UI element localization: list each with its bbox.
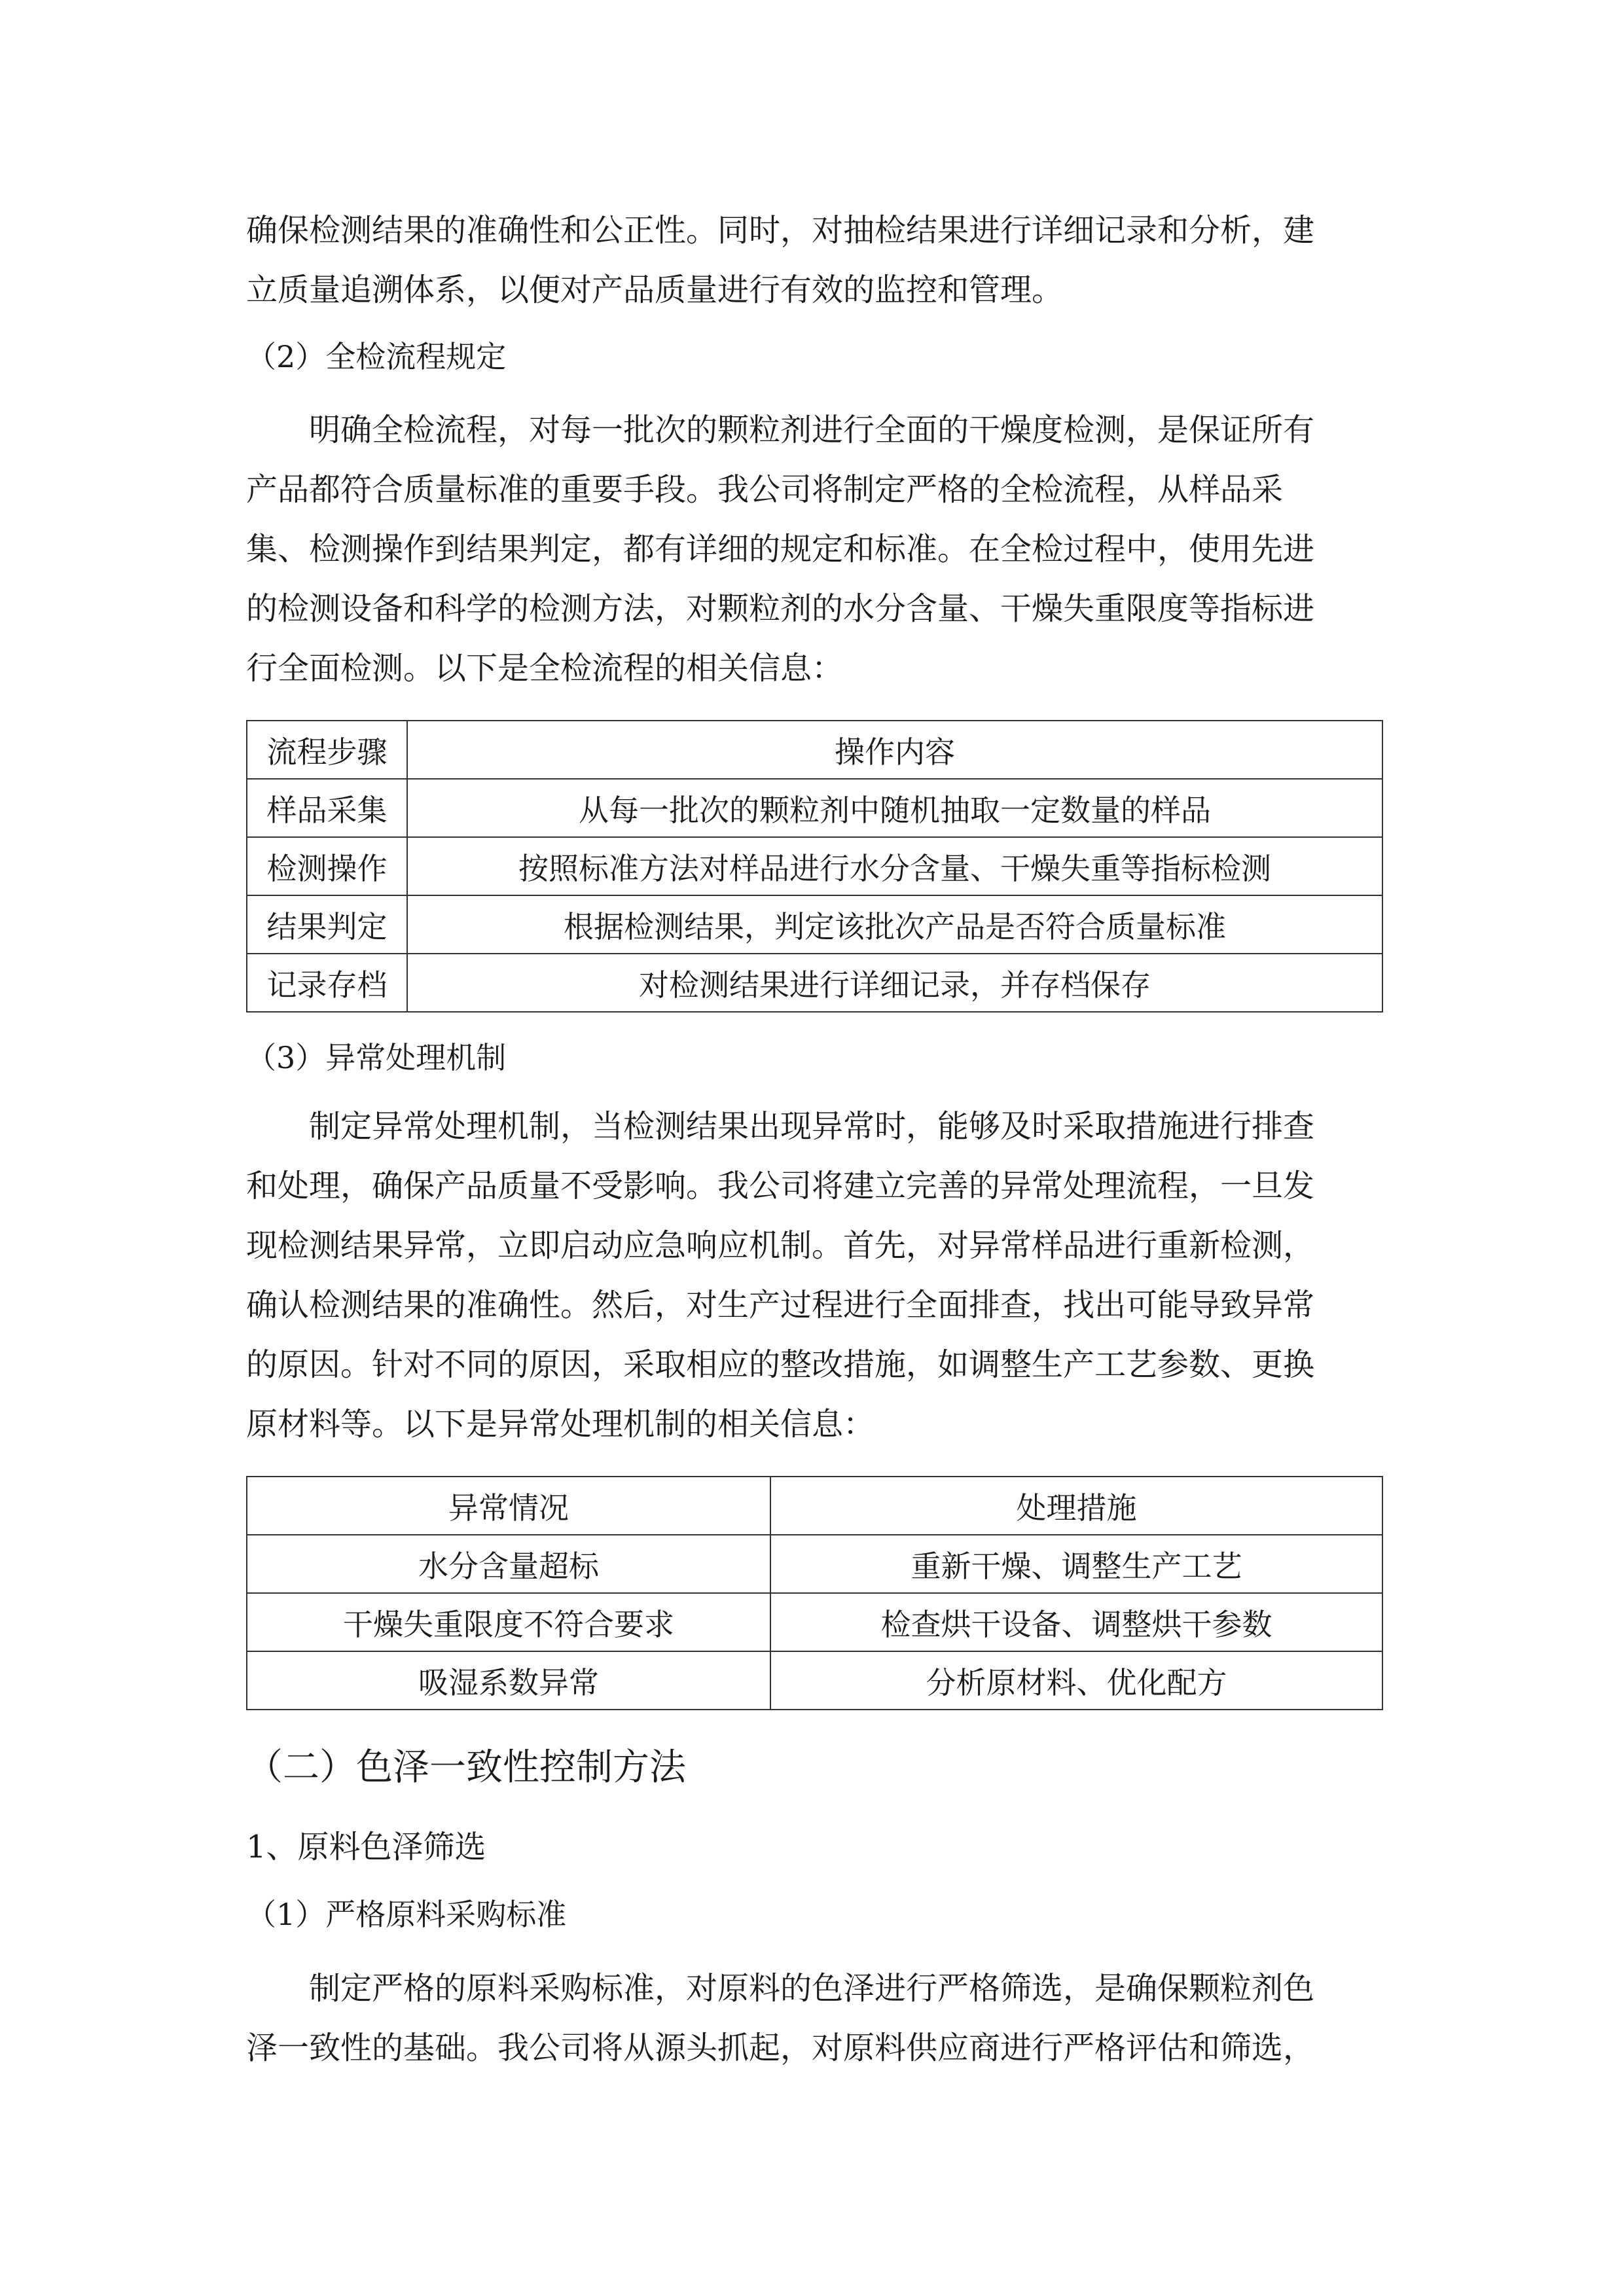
paragraph-line: 泽一致性的基础。我公司将从源头抓起，对原料供应商进行严格评估和筛选，: [246, 2030, 1315, 2066]
paragraph-line: 制定严格的原料采购标准，对原料的色泽进行严格筛选，是确保颗粒剂色: [309, 1970, 1315, 2007]
table-row: [247, 837, 1382, 895]
paragraph-line: 明确全检流程，对每一批次的颗粒剂进行全面的干燥度检测，是保证所有: [309, 412, 1315, 448]
table-cell: 干燥失重限度不符合要求: [247, 1593, 770, 1651]
paragraph-line: 制定异常处理机制，当检测结果出现异常时，能够及时采取措施进行排查: [309, 1108, 1315, 1145]
table-row: [247, 954, 1382, 1012]
paragraph-line: 的原因。针对不同的原因，采取相应的整改措施，如调整生产工艺参数、更换: [246, 1346, 1315, 1383]
table-cell: 结果判定: [247, 895, 407, 954]
table-cell: 对检测结果进行详细记录，并存档保存: [407, 954, 1382, 1012]
table-cell: 按照标准方法对样品进行水分含量、干燥失重等指标检测: [407, 837, 1382, 895]
section-heading: （二）色泽一致性控制方法: [246, 1746, 686, 1789]
subsection-heading: 1、原料色泽筛选: [246, 1829, 486, 1865]
table-cell: 记录存档: [247, 954, 407, 1012]
table-row: [247, 1535, 1382, 1593]
paragraph-line: 和处理，确保产品质量不受影响。我公司将建立完善的异常处理流程，一旦发: [246, 1168, 1315, 1204]
table-header-cell: 流程步骤: [247, 721, 407, 779]
table-row: [247, 1651, 1382, 1710]
table-row: [247, 779, 1382, 837]
table-row: [247, 1593, 1382, 1651]
table-cell: 根据检测结果，判定该批次产品是否符合质量标准: [407, 895, 1382, 954]
paragraph-line: 原材料等。以下是异常处理机制的相关信息：: [246, 1406, 875, 1443]
paragraph-line: 现检测结果异常，立即启动应急响应机制。首先，对异常样品进行重新检测，: [246, 1227, 1315, 1264]
table-cell: 吸湿系数异常: [247, 1651, 770, 1710]
table-row: [247, 895, 1382, 954]
paragraph-line: 产品都符合质量标准的重要手段。我公司将制定严格的全检流程，从样品采: [246, 471, 1284, 508]
full-inspection-heading: （2）全检流程规定: [246, 339, 507, 374]
table-header-cell: 处理措施: [770, 1477, 1382, 1535]
abnormal-handling-heading: （3）异常处理机制: [246, 1040, 507, 1075]
table-cell: 水分含量超标: [247, 1535, 770, 1593]
table-cell: 样品采集: [247, 779, 407, 837]
full-inspection-table: [246, 720, 1383, 1013]
paragraph-line: 确保检测结果的准确性和公正性。同时，对抽检结果进行详细记录和分析，建: [246, 212, 1315, 249]
item-heading: （1）严格原料采购标准: [246, 1897, 567, 1932]
table-cell: 检查烘干设备、调整烘干参数: [770, 1593, 1382, 1651]
table-header-row: [247, 721, 1382, 779]
table-cell: 检测操作: [247, 837, 407, 895]
table-cell: 重新干燥、调整生产工艺: [770, 1535, 1382, 1593]
table-cell: 从每一批次的颗粒剂中随机抽取一定数量的样品: [407, 779, 1382, 837]
table-header-row: [247, 1477, 1382, 1535]
table-header-cell: 操作内容: [407, 721, 1382, 779]
paragraph-line: 行全面检测。以下是全检流程的相关信息：: [246, 650, 844, 687]
paragraph-line: 集、检测操作到结果判定，都有详细的规定和标准。在全检过程中，使用先进: [246, 531, 1315, 567]
paragraph-line: 的检测设备和科学的检测方法，对颗粒剂的水分含量、干燥失重限度等指标进: [246, 590, 1315, 627]
table-cell: 分析原材料、优化配方: [770, 1651, 1382, 1710]
abnormal-handling-table: [246, 1476, 1383, 1710]
table-header-cell: 异常情况: [247, 1477, 770, 1535]
paragraph-line: 立质量追溯体系，以便对产品质量进行有效的监控和管理。: [246, 272, 1064, 308]
paragraph-line: 确认检测结果的准确性。然后，对生产过程进行全面排查，找出可能导致异常: [246, 1287, 1315, 1323]
